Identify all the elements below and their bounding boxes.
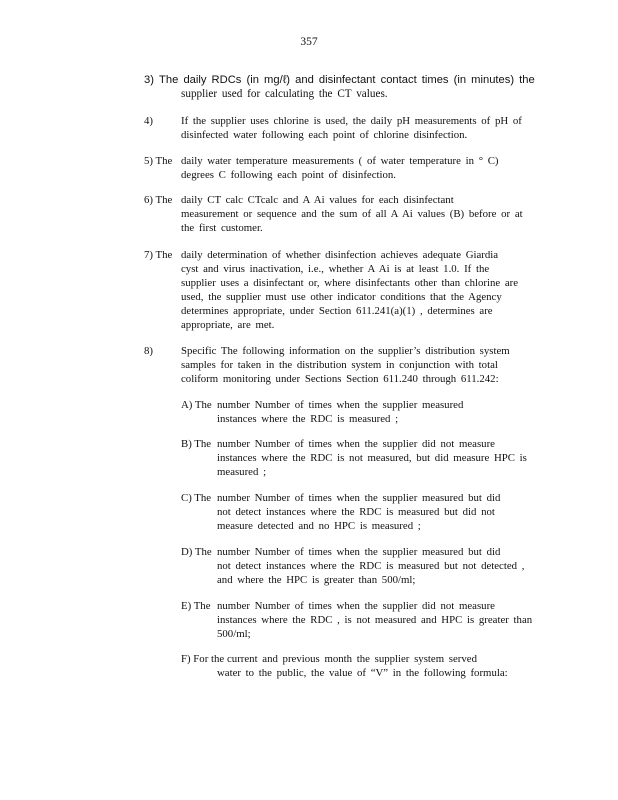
item-8-line-3: coliform monitoring under Sections Section 611.240 through 611.242: (181, 373, 499, 385)
item-8-line-2: samples for taken in the distribution system in conjunction with total (181, 359, 498, 371)
subitem-c-line-1: number Number of times when the supplier measured but did (217, 492, 501, 504)
subitem-a-label: A) The (181, 399, 212, 411)
subitem-f-line-1: current and previous month the supplier system served (227, 653, 477, 665)
item-7-line-5: determines appropriate, under Section 611.241(a)(1) , determines are (181, 305, 493, 317)
item-7-line-2: cyst and virus inactivation, i.e., whether A Ai is at least 1.0. If the (181, 263, 490, 275)
subitem-b-line-2: instances where the RDC is not measured, but did measure HPC is (217, 452, 527, 464)
subitem-b-line-3: measured ; (217, 466, 267, 478)
item-6-line-2: measurement or sequence and the sum of all A Ai values (B) before or at (181, 208, 523, 220)
item-6-line-1: daily CT calc CTcalc and A Ai values for each disinfectant (181, 194, 454, 206)
item-3-line-2: supplier used for calculating the CT values. (181, 88, 388, 100)
page-number: 357 (300, 36, 318, 48)
item-6-line-3: the first customer. (181, 222, 263, 234)
subitem-a-line-1: number Number of times when the supplier measured (217, 399, 464, 411)
subitem-e-line-3: 500/ml; (217, 628, 251, 640)
item-7-line-4: used, the supplier must use other indicator conditions that the Agency (181, 291, 502, 303)
item-7-line-3: supplier uses a disinfectant or, where disinfectants other than chlorine are (181, 277, 519, 289)
item-8-line-1: Specific The following information on the supplier’s distribution system (181, 345, 510, 357)
subitem-a-line-2: instances where the RDC is measured ; (217, 413, 399, 425)
subitem-f-line-2: water to the public, the value of “V” in the following formula: (217, 667, 508, 679)
subitem-d-line-1: number Number of times when the supplier measured but did (217, 546, 501, 558)
subitem-e-label: E) The (181, 600, 211, 612)
item-5-line-1: daily water temperature measurements ( of water temperature in ° C) (181, 155, 499, 167)
subitem-e-line-1: number Number of times when the supplier did not measure (217, 600, 495, 612)
subitem-e-line-2: instances where the RDC , is not measured and HPC is greater than (217, 614, 533, 626)
item-7-line-6: appropriate, are met. (181, 319, 275, 331)
item-4-label: 4) (144, 115, 153, 127)
subitem-d-line-2: not detect instances where the RDC is measured but not detected , (217, 560, 525, 572)
item-7-line-1: daily determination of whether disinfection achieves adequate Giardia (181, 249, 499, 261)
item-6-label: 6) The (144, 194, 173, 206)
item-3-line-1: 3) The daily RDCs (in mg/ℓ) and disinfectant contact times (in minutes) the (144, 74, 535, 86)
item-5-line-2: degrees C following each point of disinfection. (181, 169, 396, 181)
item-8-label: 8) (144, 345, 153, 357)
item-5-label: 5) The (144, 155, 173, 167)
subitem-c-line-3: measure detected and no HPC is measured ; (217, 520, 421, 532)
subitem-b-line-1: number Number of times when the supplier did not measure (217, 438, 495, 450)
subitem-d-line-3: and where the HPC is greater than 500/ml; (217, 574, 416, 586)
subitem-c-label: C) The (181, 492, 212, 504)
item-4-line-1: If the supplier uses chlorine is used, the daily pH measurements of pH of (181, 115, 522, 127)
item-4-line-2: disinfected water following each point of chlorine disinfection. (181, 129, 468, 141)
subitem-b-label: B) The (181, 438, 212, 450)
item-7-label: 7) The (144, 249, 173, 261)
subitem-c-line-2: not detect instances where the RDC is measured but did not (217, 506, 495, 518)
subitem-f-label: F) For the (181, 653, 225, 665)
subitem-d-label: D) The (181, 546, 212, 558)
